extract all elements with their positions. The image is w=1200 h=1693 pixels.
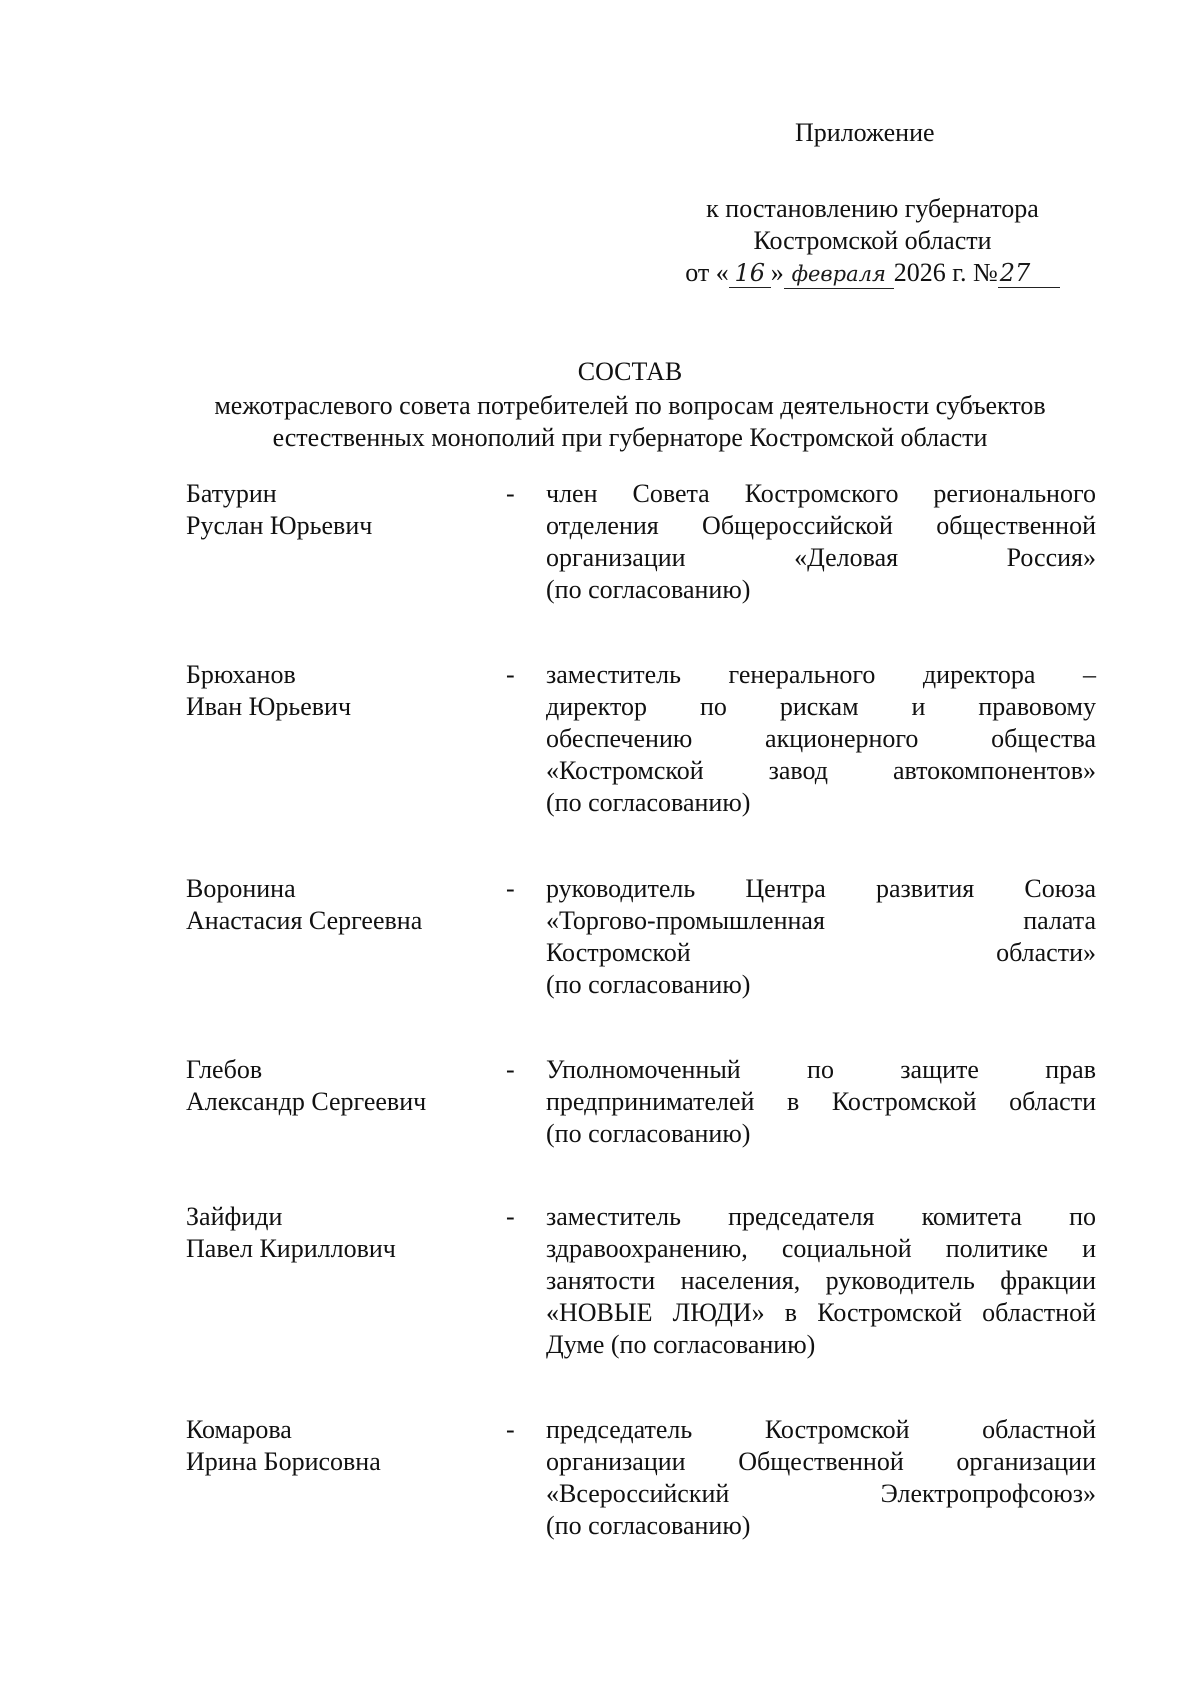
- description-line: «Костромской завод автокомпонентов»: [546, 756, 1096, 785]
- member-surname: Зайфиди: [186, 1202, 283, 1231]
- heading-subtitle-line-1: межотраслевого совета потребителей по вопросам деятельности субъектов: [214, 391, 1046, 420]
- member-dash: -: [506, 479, 515, 508]
- attachment-block: [665, 0, 1080, 300]
- member-name: [186, 478, 486, 542]
- member-description: [546, 1414, 1096, 1542]
- description-line: (по согласованию): [546, 1119, 751, 1148]
- member-entry: [186, 1201, 1096, 1363]
- member-given-names: Ирина Борисовна: [186, 1447, 381, 1476]
- member-description: [546, 1054, 1096, 1150]
- handwritten-day: 16: [729, 259, 771, 288]
- member-entry: [186, 659, 1096, 821]
- member-given-names: Руслан Юрьевич: [186, 511, 373, 540]
- member-name: [186, 659, 486, 723]
- attachment-date-line: [665, 257, 1080, 289]
- member-dash: -: [506, 874, 515, 903]
- description-line: «Торгово-промышленная палата: [546, 906, 1096, 935]
- description-line: директор по рискам и правовому: [546, 692, 1096, 721]
- description-line: руководитель Центра развития Союза: [546, 874, 1096, 903]
- attachment-line-1: к постановлению губернатора: [706, 194, 1039, 223]
- member-dash: -: [506, 1055, 515, 1084]
- description-line: заместитель председателя комитета по: [546, 1202, 1096, 1231]
- member-name: [186, 873, 486, 937]
- member-dash: -: [506, 1202, 515, 1231]
- description-line: отделения Общероссийской общественной: [546, 511, 1096, 540]
- document-heading: [160, 356, 1100, 456]
- description-line: заместитель генерального директора –: [546, 660, 1096, 689]
- description-line: председатель Костромской областной: [546, 1415, 1096, 1444]
- member-entry: [186, 478, 1096, 608]
- member-description: [546, 659, 1096, 819]
- member-name: [186, 1414, 486, 1478]
- description-line: (по согласованию): [546, 1511, 751, 1540]
- handwritten-month: февраля: [784, 260, 894, 289]
- description-line: (по согласованию): [546, 575, 751, 604]
- member-given-names: Павел Кириллович: [186, 1234, 396, 1263]
- member-dash: -: [506, 660, 515, 689]
- description-line: организации «Деловая Россия»: [546, 543, 1096, 572]
- date-day-close: »: [770, 258, 784, 287]
- heading-title: СОСТАВ: [577, 357, 683, 386]
- member-name: [186, 1054, 486, 1118]
- heading-subtitle-line-2: естественных монополий при губернаторе Костромской области: [272, 423, 988, 452]
- description-line: Думе (по согласованию): [546, 1330, 816, 1359]
- description-line: член Совета Костромского регионального: [546, 479, 1096, 508]
- member-surname: Воронина: [186, 874, 296, 903]
- member-description: [546, 1201, 1096, 1361]
- description-line: обеспечению акционерного общества: [546, 724, 1096, 753]
- member-surname: Комарова: [186, 1415, 292, 1444]
- handwritten-number: 27: [998, 259, 1060, 288]
- attachment-line-2: Костромской области: [753, 226, 992, 255]
- member-given-names: Александр Сергеевич: [186, 1087, 427, 1116]
- description-line: занятости населения, руководитель фракции: [546, 1266, 1096, 1295]
- member-description: [546, 873, 1096, 1001]
- date-prefix: от «: [685, 258, 729, 287]
- member-entry: [186, 1414, 1096, 1544]
- attachment-label: Приложение: [795, 118, 935, 147]
- description-line: здравоохранению, социальной политике и: [546, 1234, 1096, 1263]
- description-line: (по согласованию): [546, 788, 751, 817]
- member-surname: Батурин: [186, 479, 277, 508]
- member-description: [546, 478, 1096, 606]
- member-given-names: Анастасия Сергеевна: [186, 906, 423, 935]
- description-line: «НОВЫЕ ЛЮДИ» в Костромской областной: [546, 1298, 1096, 1327]
- date-year-text: 2026 г. №: [893, 258, 998, 287]
- description-line: предпринимателей в Костромской области: [546, 1087, 1096, 1116]
- description-line: (по согласованию): [546, 970, 751, 999]
- member-entry: [186, 1054, 1096, 1152]
- description-line: Костромской области»: [546, 938, 1096, 967]
- member-entry: [186, 873, 1096, 1003]
- member-dash: -: [506, 1415, 515, 1444]
- member-surname: Брюханов: [186, 660, 296, 689]
- description-line: «Всероссийский Электропрофсоюз»: [546, 1479, 1096, 1508]
- description-line: организации Общественной организации: [546, 1447, 1096, 1476]
- member-surname: Глебов: [186, 1055, 263, 1084]
- member-name: [186, 1201, 486, 1265]
- member-given-names: Иван Юрьевич: [186, 692, 352, 721]
- description-line: Уполномоченный по защите прав: [546, 1055, 1096, 1084]
